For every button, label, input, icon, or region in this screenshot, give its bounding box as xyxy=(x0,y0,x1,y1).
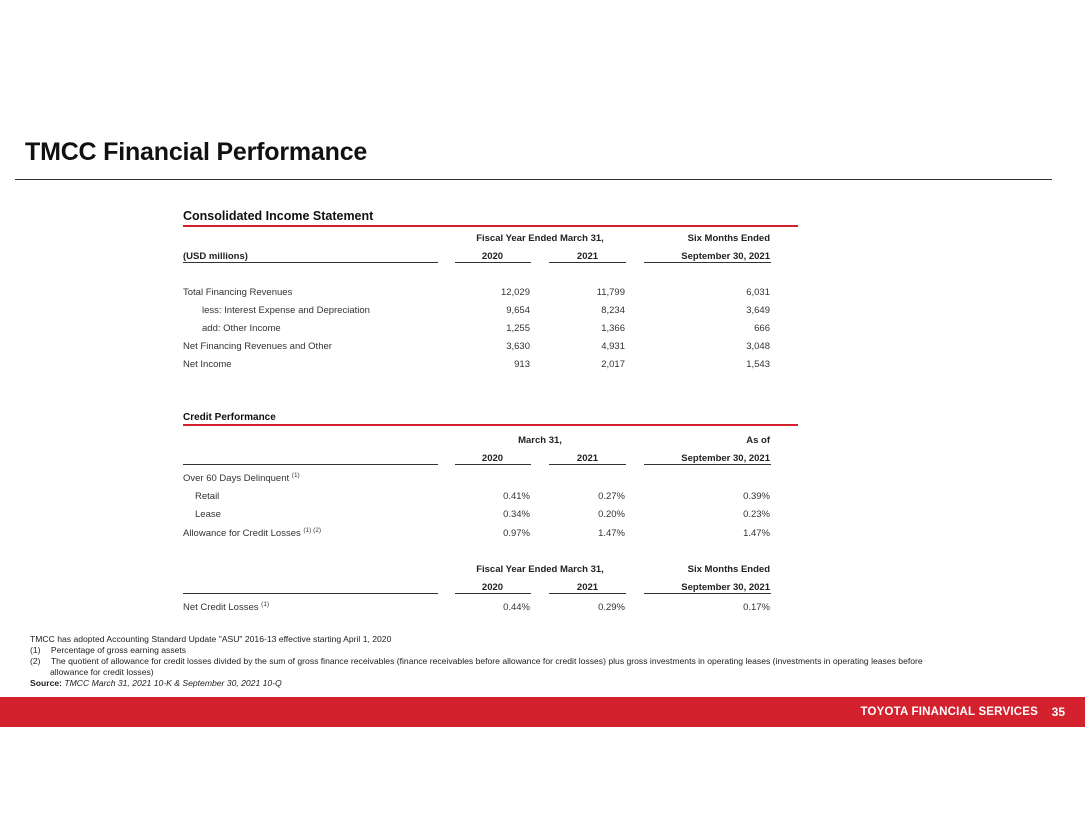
delinquent-label xyxy=(183,473,300,484)
value-2020: 913 xyxy=(514,359,530,370)
footer-brand: TOYOTA FINANCIAL SERVICES xyxy=(860,706,1038,718)
income-col-2021: 2021 xyxy=(576,251,599,262)
value-sep-2021: 3,649 xyxy=(746,305,770,316)
value-2021: 8,234 xyxy=(601,305,625,316)
value-sep-2021: 1,543 xyxy=(746,359,770,370)
value-2020: 12,029 xyxy=(500,287,530,298)
losses-col-2021: 2021 xyxy=(576,582,599,593)
credit-header-as-of: As of xyxy=(746,435,770,446)
losses-header-fiscal-year: Fiscal Year Ended March 31, xyxy=(476,564,604,575)
value-sep-2021: 0.23% xyxy=(743,509,770,520)
net-losses-footnote-marker: (1) xyxy=(261,601,270,608)
value-2021: 2,017 xyxy=(601,359,625,370)
losses-label-underline xyxy=(183,593,438,594)
value-2020: 0.34% xyxy=(503,509,530,520)
row-label: Total Financing Revenues xyxy=(183,287,293,298)
row-label: Net Financing Revenues and Other xyxy=(183,341,332,352)
income-col-sep-underline xyxy=(644,262,771,263)
footnote-2 xyxy=(30,656,923,666)
value-2020: 1,255 xyxy=(506,323,530,334)
value-2021: 1,366 xyxy=(601,323,625,334)
net-losses-label-text: Net Credit Losses xyxy=(183,602,259,613)
credit-header-march: March 31, xyxy=(518,435,562,446)
value-sep-2021: 6,031 xyxy=(746,287,770,298)
credit-section-title: Credit Performance xyxy=(183,412,276,423)
income-col-2020-underline xyxy=(455,262,531,263)
footnote-2-text: The quotient of allowance for credit losses divided by the sum of gross finance receivables (finance receivables before allowance for credit losses) plus gross investments in operating leases (investments in operating leases before xyxy=(50,656,923,666)
row-label xyxy=(183,528,321,539)
value-2021: 0.27% xyxy=(598,491,625,502)
credit-col-2021: 2021 xyxy=(576,453,599,464)
row-label: add: Other Income xyxy=(202,323,281,334)
source-note xyxy=(30,678,282,688)
footnote-2-marker: (2) xyxy=(30,656,41,666)
delinquent-footnote-marker: (1) xyxy=(291,472,300,479)
income-units-label: (USD millions) xyxy=(183,251,248,262)
value-sep-2021: 0.17% xyxy=(743,602,770,613)
value-sep-2021: 0.39% xyxy=(743,491,770,502)
losses-col-sep: September 30, 2021 xyxy=(681,582,770,593)
source-text: TMCC March 31, 2021 10-K & September 30, 2021 10-Q xyxy=(64,678,282,688)
income-header-fiscal-year: Fiscal Year Ended March 31, xyxy=(476,233,604,244)
losses-col-2020-underline xyxy=(455,593,531,594)
income-col-2020: 2020 xyxy=(481,251,504,262)
row-label: less: Interest Expense and Depreciation xyxy=(202,305,370,316)
losses-col-2020: 2020 xyxy=(481,582,504,593)
credit-col-sep-underline xyxy=(644,464,771,465)
value-2020: 0.97% xyxy=(503,528,530,539)
income-col-2021-underline xyxy=(549,262,626,263)
value-2020: 0.41% xyxy=(503,491,530,502)
footnote-1-text: Percentage of gross earning assets xyxy=(50,645,187,655)
value-2021: 11,799 xyxy=(596,287,625,298)
allowance-label-text: Allowance for Credit Losses xyxy=(183,528,301,539)
losses-header-six-months: Six Months Ended xyxy=(687,564,770,575)
title-divider xyxy=(15,179,1052,180)
asu-note: TMCC has adopted Accounting Standard Update "ASU" 2016-13 effective starting April 1, 2020 xyxy=(30,634,392,644)
income-units-underline xyxy=(183,262,438,263)
footnote-2-continued: allowance for credit losses) xyxy=(50,667,154,677)
value-2021: 0.29% xyxy=(598,602,625,613)
value-sep-2021: 1.47% xyxy=(743,528,770,539)
losses-col-sep-underline xyxy=(644,593,771,594)
row-label: Net Income xyxy=(183,359,232,370)
income-col-sep: September 30, 2021 xyxy=(681,251,770,262)
page-title: TMCC Financial Performance xyxy=(25,138,368,166)
credit-col-sep: September 30, 2021 xyxy=(681,453,770,464)
credit-col-2021-underline xyxy=(549,464,626,465)
credit-label-underline xyxy=(183,464,438,465)
row-label xyxy=(183,602,269,613)
value-sep-2021: 666 xyxy=(754,323,770,334)
value-2020: 3,630 xyxy=(506,341,530,352)
value-2021: 0.20% xyxy=(598,509,625,520)
delinquent-label-text: Over 60 Days Delinquent xyxy=(183,473,290,484)
value-sep-2021: 3,048 xyxy=(746,341,770,352)
footnote-1 xyxy=(30,645,186,655)
value-2021: 1.47% xyxy=(598,528,625,539)
footnote-1-marker: (1) xyxy=(30,645,41,655)
income-section-title: Consolidated Income Statement xyxy=(183,209,374,223)
value-2020: 9,654 xyxy=(506,305,530,316)
page-number: 35 xyxy=(1051,705,1065,719)
value-2020: 0.44% xyxy=(503,602,530,613)
source-label: Source: xyxy=(30,678,62,688)
value-2021: 4,931 xyxy=(601,341,625,352)
income-section-rule xyxy=(183,225,798,227)
credit-section-rule xyxy=(183,424,798,426)
losses-col-2021-underline xyxy=(549,593,626,594)
credit-col-2020: 2020 xyxy=(481,453,504,464)
income-header-six-months: Six Months Ended xyxy=(687,233,770,244)
row-label: Lease xyxy=(195,509,221,520)
row-label: Retail xyxy=(195,491,220,502)
credit-col-2020-underline xyxy=(455,464,531,465)
allowance-footnote-marker: (1) (2) xyxy=(303,527,322,534)
